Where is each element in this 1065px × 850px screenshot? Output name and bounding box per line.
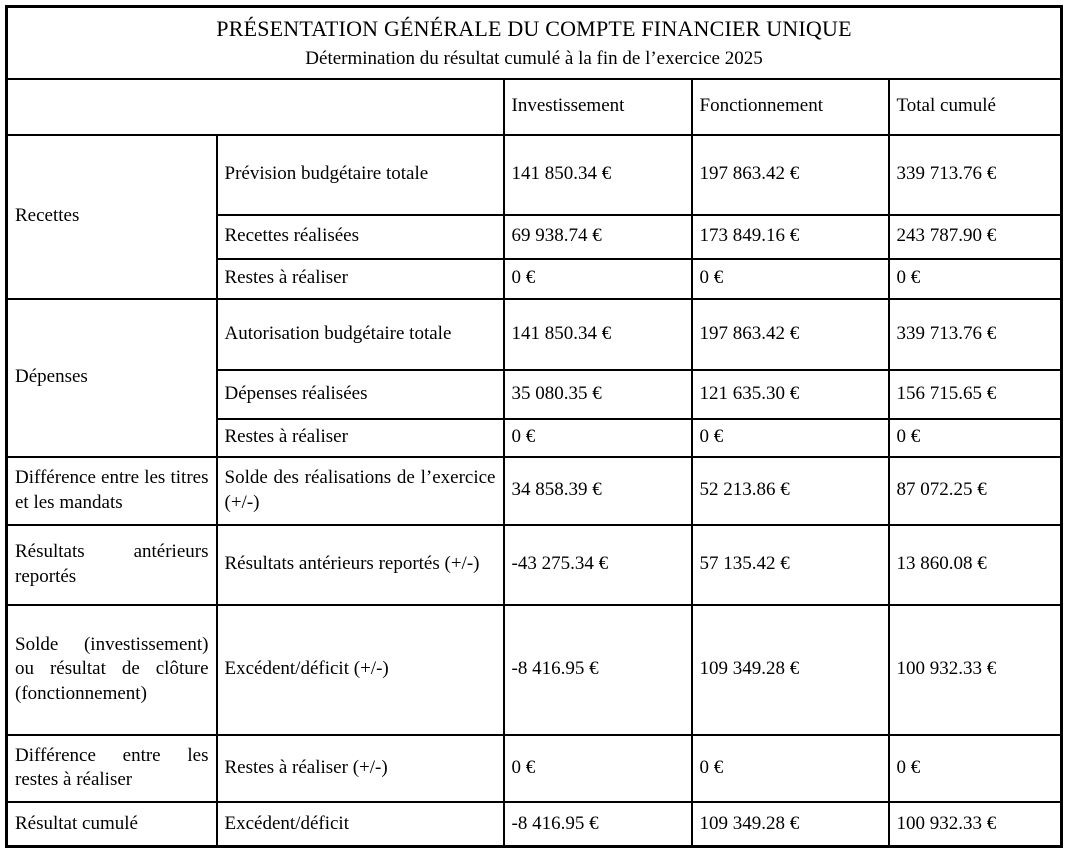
- compte-financier-table: [5, 5, 1063, 848]
- solde-cloture-total: 100 932.33 €: [889, 605, 1062, 735]
- label-solde-realisations: Solde des réalisations de l’exercice (+/-): [217, 457, 504, 525]
- group-label-solde-cloture: Solde (investissement) ou résultat de clôture (fonctionnement): [7, 605, 217, 735]
- recettes-prevision-fonctionnement: 197 863.42 €: [692, 135, 889, 215]
- label-depenses-restes: Restes à réaliser: [217, 419, 504, 457]
- depenses-restes-fonctionnement: 0 €: [692, 419, 889, 457]
- recettes-realisees-investissement: 69 938.74 €: [504, 215, 692, 259]
- solde-cloture-investissement: -8 416.95 €: [504, 605, 692, 735]
- resultats-anterieurs-investissement: -43 275.34 €: [504, 525, 692, 605]
- depenses-restes-total: 0 €: [889, 419, 1062, 457]
- solde-realisations-fonctionnement: 52 213.86 €: [692, 457, 889, 525]
- depenses-realisees-total: 156 715.65 €: [889, 370, 1062, 419]
- difference-restes-fonctionnement: 0 €: [692, 735, 889, 802]
- group-label-recettes: Recettes: [7, 135, 217, 299]
- recettes-restes-fonctionnement: 0 €: [692, 259, 889, 299]
- resultat-cumule-fonctionnement: 109 349.28 €: [692, 802, 889, 847]
- label-resultats-anterieurs: Résultats antérieurs reportés (+/-): [217, 525, 504, 605]
- header-empty-cell: [7, 79, 504, 135]
- solde-realisations-investissement: 34 858.39 €: [504, 457, 692, 525]
- resultats-anterieurs-fonctionnement: 57 135.42 €: [692, 525, 889, 605]
- label-restes-a-realiser-pm: Restes à réaliser (+/-): [217, 735, 504, 802]
- recettes-realisees-total: 243 787.90 €: [889, 215, 1062, 259]
- row-solde-cloture: [7, 605, 1062, 735]
- group-label-depenses: Dépenses: [7, 299, 217, 457]
- depenses-restes-investissement: 0 €: [504, 419, 692, 457]
- label-recettes-restes: Restes à réaliser: [217, 259, 504, 299]
- row-recettes-prevision: [7, 135, 1062, 215]
- label-recettes-realisees: Recettes réalisées: [217, 215, 504, 259]
- depenses-realisees-investissement: 35 080.35 €: [504, 370, 692, 419]
- col-header-investissement: Investissement: [504, 79, 692, 135]
- resultat-cumule-total: 100 932.33 €: [889, 802, 1062, 847]
- difference-restes-investissement: 0 €: [504, 735, 692, 802]
- difference-restes-total: 0 €: [889, 735, 1062, 802]
- page-title: PRÉSENTATION GÉNÉRALE DU COMPTE FINANCIER UNIQUE: [216, 15, 852, 41]
- recettes-prevision-investissement: 141 850.34 €: [504, 135, 692, 215]
- label-depenses-realisees: Dépenses réalisées: [217, 370, 504, 419]
- resultats-anterieurs-total: 13 860.08 €: [889, 525, 1062, 605]
- recettes-realisees-fonctionnement: 173 849.16 €: [692, 215, 889, 259]
- group-label-difference-restes: Différence entre les restes à réaliser: [7, 735, 217, 802]
- group-label-resultats-anterieurs: Résultats antérieurs reportés: [7, 525, 217, 605]
- label-excedent-deficit-pm: Excédent/déficit (+/-): [217, 605, 504, 735]
- row-solde-realisations: [7, 457, 1062, 525]
- resultat-cumule-investissement: -8 416.95 €: [504, 802, 692, 847]
- solde-realisations-total: 87 072.25 €: [889, 457, 1062, 525]
- row-resultat-cumule: [7, 802, 1062, 847]
- page-subtitle: Détermination du résultat cumulé à la fin de l’exercice 2025: [305, 47, 763, 69]
- recettes-prevision-total: 339 713.76 €: [889, 135, 1062, 215]
- table-title-cell: [7, 7, 1062, 79]
- row-resultats-anterieurs: [7, 525, 1062, 605]
- label-prevision-budgetaire: Prévision budgétaire totale: [217, 135, 504, 215]
- col-header-total-cumule: Total cumulé: [889, 79, 1062, 135]
- label-autorisation-budgetaire: Autorisation budgétaire totale: [217, 299, 504, 370]
- solde-cloture-fonctionnement: 109 349.28 €: [692, 605, 889, 735]
- label-excedent-deficit: Excédent/déficit: [217, 802, 504, 847]
- group-label-difference-titres-mandats: Différence entre les titres et les mandats: [7, 457, 217, 525]
- col-header-fonctionnement: Fonctionnement: [692, 79, 889, 135]
- depenses-realisees-fonctionnement: 121 635.30 €: [692, 370, 889, 419]
- recettes-restes-total: 0 €: [889, 259, 1062, 299]
- depenses-autorisation-investissement: 141 850.34 €: [504, 299, 692, 370]
- depenses-autorisation-fonctionnement: 197 863.42 €: [692, 299, 889, 370]
- group-label-resultat-cumule: Résultat cumulé: [7, 802, 217, 847]
- row-difference-restes: [7, 735, 1062, 802]
- row-depenses-autorisation: [7, 299, 1062, 370]
- depenses-autorisation-total: 339 713.76 €: [889, 299, 1062, 370]
- recettes-restes-investissement: 0 €: [504, 259, 692, 299]
